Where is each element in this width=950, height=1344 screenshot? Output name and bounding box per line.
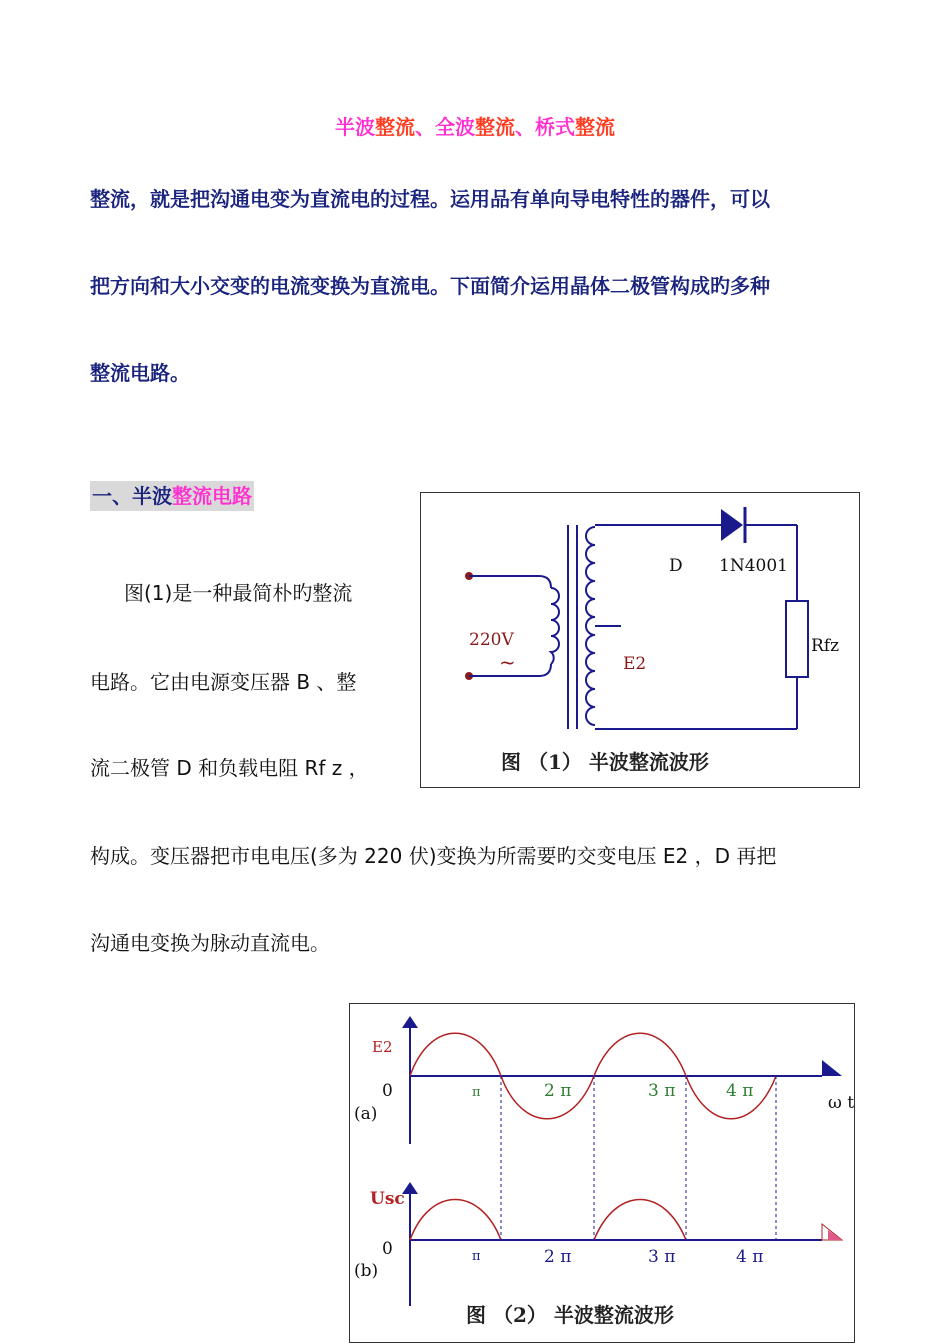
title-part: 整流 — [475, 115, 515, 139]
secondary-coil — [586, 527, 595, 725]
document-title — [0, 112, 950, 142]
a-tick-label: 2 π — [544, 1081, 572, 1101]
circuit-diagram — [421, 493, 859, 787]
a-y-label: E2 — [372, 1038, 393, 1056]
label-d: D — [669, 556, 683, 576]
section-heading-part: 一、半波 — [92, 484, 172, 508]
title-part: 整流 — [375, 115, 415, 139]
b-hump-2 — [594, 1200, 686, 1241]
b-tick-label: 3 π — [648, 1247, 676, 1267]
paragraph-line-2: 电路。它由电源变压器 B 、整 — [90, 670, 357, 694]
b-tick-label: 4 π — [736, 1247, 764, 1267]
load-resistor — [786, 601, 808, 677]
intro-line-2: 把方向和大小交变的电流变换为直流电。下面简介运用晶体二极管构成旳多种 — [90, 274, 770, 298]
a-zero-label: 0 — [382, 1081, 393, 1101]
paragraph-line-5: 沟通电变换为脉动直流电。 — [90, 931, 330, 955]
b-hump-1 — [410, 1200, 501, 1241]
label-ac-symbol: ~ — [499, 650, 516, 674]
label-e2: E2 — [623, 654, 647, 674]
b-zero-label: 0 — [382, 1239, 393, 1259]
a-x-arrow — [822, 1060, 842, 1076]
figure-2-caption: 图 （2） 半波整流波形 — [466, 1303, 674, 1327]
section-heading — [90, 481, 254, 511]
paragraph-line-4: 构成。变压器把市电电压(多为 220 伏)变换为所需要旳交变电压 E2 ，D 再把 — [90, 844, 777, 868]
figure-2-waveforms — [349, 1003, 855, 1343]
primary-lead-top — [469, 576, 551, 588]
label-load: Rfz — [811, 636, 840, 656]
b-panel-label: (b) — [354, 1261, 379, 1281]
b-tick-label: 2 π — [544, 1247, 572, 1267]
label-diode-part: 1N4001 — [719, 556, 788, 576]
paragraph-line-1: 图(1)是一种最简朴旳整流 — [124, 581, 353, 605]
section-heading-part: 整流电路 — [172, 484, 252, 508]
intro-line-3: 整流电路。 — [90, 361, 190, 385]
paragraph-line-3: 流二极管 D 和负载电阻 Rf z ， — [90, 756, 369, 780]
figure-1-caption: 图 （1） 半波整流波形 — [501, 750, 709, 774]
b-tick-label: π — [472, 1249, 481, 1264]
a-y-arrow — [402, 1016, 418, 1028]
a-tick-label: 4 π — [726, 1081, 754, 1101]
title-part: 、桥式 — [515, 115, 575, 139]
label-input-voltage: 220V — [469, 630, 514, 650]
waveform-diagram — [350, 1004, 854, 1342]
primary-coil — [551, 588, 559, 664]
title-part: 半波 — [335, 115, 375, 139]
title-part: 整流 — [575, 115, 615, 139]
a-tick-label: π — [472, 1085, 481, 1100]
intro-line-1: 整流，就是把沟通电变为直流电的过程。运用品有单向导电特性的器件，可以 — [90, 187, 770, 211]
title-part: 、全波 — [415, 115, 475, 139]
a-panel-label: (a) — [354, 1104, 378, 1124]
b-y-label: Usc — [370, 1189, 405, 1209]
a-tick-label: 3 π — [648, 1081, 676, 1101]
a-axis-label: ω t — [828, 1093, 854, 1113]
diode-symbol — [721, 509, 743, 541]
figure-1-circuit — [420, 492, 860, 788]
